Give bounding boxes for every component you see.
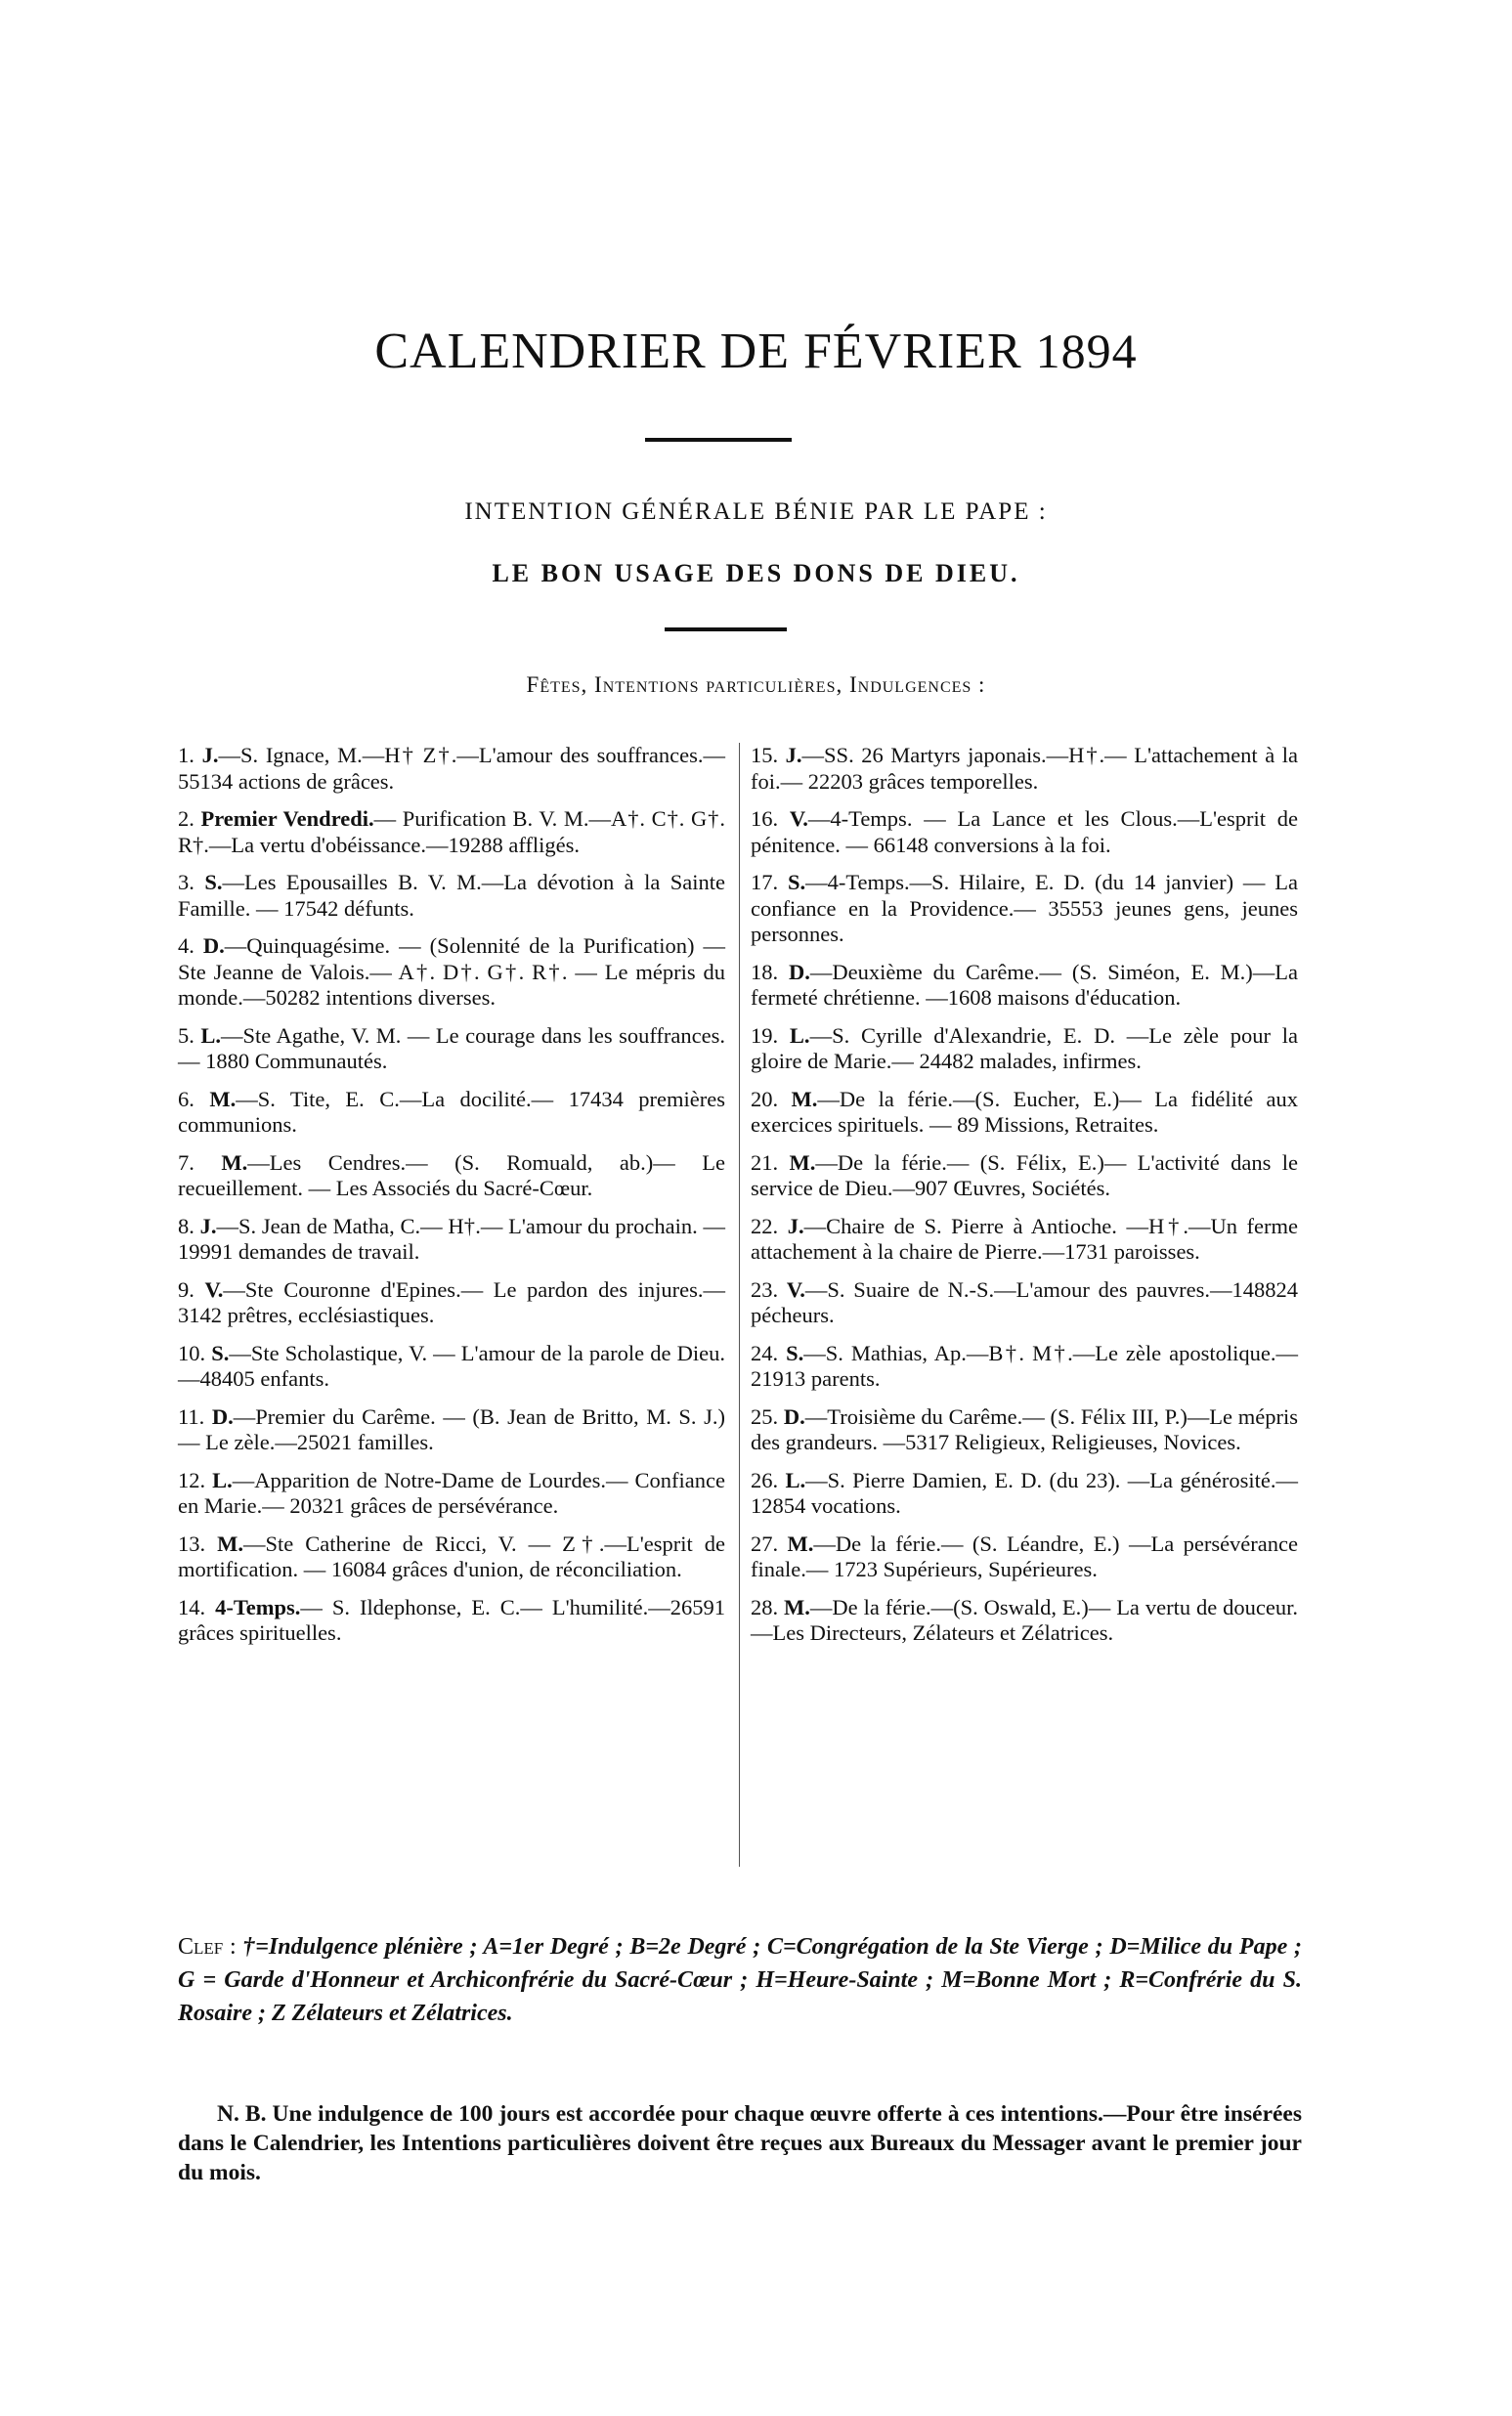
entry-date-number: 17. <box>751 870 779 894</box>
entry-date-number: 24. <box>751 1340 779 1365</box>
entry-date-number: 23. <box>751 1276 779 1302</box>
entry-date-number: 7. <box>178 1149 194 1175</box>
entry-weekday: D. <box>202 933 225 958</box>
entry-date-number: 20. <box>751 1086 779 1111</box>
entry-text: —S. Ignace, M.—H† Z†.—L'amour des souffrances.—55134 actions de grâces. <box>178 743 726 794</box>
column-divider <box>739 743 740 1867</box>
page-title <box>0 323 1512 380</box>
calendar-entry <box>751 1087 1298 1139</box>
entry-weekday: M. <box>217 1531 243 1556</box>
entry-text: —S. Tite, E. C.—La docilité.— 17434 premières communions. <box>178 1086 725 1137</box>
entry-text: —4-Temps. — La Lance et les Clous.—L'esprit de pénitence. — 66148 conversions à la foi. <box>751 806 1299 857</box>
entry-date-number: 12. <box>178 1467 206 1492</box>
calendar-entry <box>178 1214 725 1266</box>
entry-date-number: 27. <box>751 1531 779 1556</box>
entry-weekday: V. <box>786 1276 805 1302</box>
entry-weekday: J. <box>199 1213 217 1238</box>
entry-weekday: L. <box>212 1467 233 1492</box>
entry-date-number: 21. <box>751 1149 779 1175</box>
entry-text: —Les Epousailles B. V. M.—La dévotion à la Sainte Famille. — 17542 défunts. <box>178 870 726 921</box>
entry-weekday: M. <box>787 1531 814 1556</box>
entries-left-column <box>178 743 725 1659</box>
divider-rule <box>665 627 787 631</box>
section-heading: Fêtes, Intentions particulières, Indulgences : <box>526 672 986 697</box>
calendar-entry <box>178 870 725 922</box>
entry-date-number: 13. <box>178 1531 206 1556</box>
intention-label: INTENTION GÉNÉRALE BÉNIE PAR LE PAPE : <box>464 498 1048 525</box>
calendar-entry <box>751 1277 1298 1329</box>
entry-weekday: L. <box>785 1467 806 1492</box>
entry-date-number: 10. <box>178 1340 206 1365</box>
entry-weekday: S. <box>787 870 806 894</box>
calendar-entry <box>751 806 1298 858</box>
entry-date-number: 26. <box>751 1467 779 1492</box>
entry-weekday: S. <box>786 1340 804 1365</box>
entry-text: —Premier du Carême. — (B. Jean de Britto, M. S. J.) — Le zèle.—25021 familles. <box>178 1403 725 1454</box>
entry-text: —Troisième du Carême.— (S. Félix III, P.)—Le mépris des grandeurs. —5317 Religieux, Religieuses, Novices. <box>751 1403 1299 1454</box>
entry-text: —Les Cendres.— (S. Romuald, ab.)— Le recueillement. — Les Associés du Sacré-Cœur. <box>178 1149 725 1200</box>
divider-rule <box>645 438 792 442</box>
entry-text: —De la férie.— (S. Léandre, E.) —La persévérance finale.— 1723 Supérieurs, Supérieures. <box>751 1531 1298 1581</box>
calendar-entry <box>751 1404 1298 1456</box>
calendar-entry <box>751 1214 1298 1266</box>
entry-text: —Ste Couronne d'Epines.— Le pardon des injures.—3142 prêtres, ecclésiastiques. <box>178 1276 725 1327</box>
entry-text: —SS. 26 Martyrs japonais.—H†.— L'attachement à la foi.— 22203 grâces temporelles. <box>751 743 1298 794</box>
calendar-entry <box>751 960 1298 1012</box>
calendar-entry <box>751 1150 1298 1202</box>
entry-date-number: 9. <box>178 1276 194 1302</box>
entry-weekday: M. <box>789 1149 816 1175</box>
entry-date-number: 25. <box>751 1403 779 1429</box>
entry-date-number: 19. <box>751 1022 779 1048</box>
entry-date-number: 8. <box>178 1213 194 1238</box>
entry-date-number: 16. <box>751 806 779 831</box>
entry-text: —De la férie.— (S. Félix, E.)— L'activité dans le service de Dieu.—907 Œuvres, Sociétés. <box>751 1149 1299 1200</box>
entry-text: —4-Temps.—S. Hilaire, E. D. (du 14 janvier) — La confiance en la Providence.— 35553 jeunes gens, jeunes personnes. <box>751 870 1298 946</box>
entry-text: —Ste Catherine de Ricci, V. — Z†.—L'esprit de mortification. — 16084 grâces d'union, de réconciliation. <box>178 1531 725 1581</box>
entry-text: —S. Pierre Damien, E. D. (du 23). —La générosité.—12854 vocations. <box>751 1467 1298 1518</box>
entry-weekday: L. <box>789 1022 810 1048</box>
entry-text: —S. Jean de Matha, C.— H†.— L'amour du prochain. — 19991 demandes de travail. <box>178 1213 725 1264</box>
calendar-entry <box>178 1023 725 1075</box>
calendar-entry <box>751 1532 1298 1583</box>
entry-weekday: D. <box>211 1403 234 1429</box>
entry-date-number: 5. <box>178 1022 194 1048</box>
entry-date-number: 11. <box>178 1403 205 1429</box>
entry-text: —Ste Agathe, V. M. — Le courage dans les souffrances. — 1880 Communautés. <box>178 1022 725 1073</box>
entry-weekday: S. <box>204 870 223 894</box>
entry-weekday: S. <box>211 1340 230 1365</box>
entry-text: —S. Suaire de N.-S.—L'amour des pauvres.—148824 pécheurs. <box>751 1276 1298 1327</box>
entry-weekday: M. <box>791 1086 818 1111</box>
calendar-entry <box>178 1087 725 1139</box>
entry-weekday: 4-Temps. <box>215 1594 301 1619</box>
entry-text: —De la férie.—(S. Eucher, E.)— La fidélité aux exercices spirituels. — 89 Missions, Retraites. <box>751 1086 1298 1137</box>
entry-date-number: 3. <box>178 870 194 894</box>
calendar-entry <box>751 1468 1298 1520</box>
calendar-entry <box>178 1468 725 1520</box>
calendar-entry <box>178 1532 725 1583</box>
entry-date-number: 2. <box>178 806 194 831</box>
entry-date-number: 6. <box>178 1086 194 1111</box>
calendar-entry <box>751 743 1298 795</box>
entry-date-number: 15. <box>751 743 779 767</box>
calendar-entry <box>178 1150 725 1202</box>
calendar-entry <box>178 933 725 1012</box>
calendar-entry <box>751 1595 1298 1647</box>
calendar-entry <box>751 870 1298 948</box>
entry-date-number: 18. <box>751 959 779 984</box>
entry-text: —S. Cyrille d'Alexandrie, E. D. —Le zèle pour la gloire de Marie.— 24482 malades, infirmes. <box>751 1022 1299 1073</box>
entry-date-number: 28. <box>751 1594 779 1619</box>
intention-value: LE BON USAGE DES DONS DE DIEU. <box>492 559 1020 587</box>
clef-text: †=Indulgence plénière ; A=1er Degré ; B=2e Degré ; C=Congrégation de la Ste Vierge ; D=Milice du Pape ; G = Garde d'Honneur et Archiconfrérie du Sacré-Cœur ; H=Heure-Sainte ; M=Bonne Mort ; R=Confrérie du S. Rosaire ; Z Zélateurs et Zélatrices. <box>178 1934 1302 2026</box>
entry-date-number: 4. <box>178 933 194 958</box>
entry-text: —Quinquagésime. — (Solennité de la Purification) — Ste Jeanne de Valois.— A†. D†. G†. R†. — Le mépris du monde.—50282 intentions diverses. <box>178 933 725 1010</box>
entry-weekday: D. <box>783 1403 805 1429</box>
nota-bene: N. B. Une indulgence de 100 jours est accordée pour chaque œuvre offerte à ces intentions.—Pour être insérées dans le Calendrier, les Intentions particulières doivent être reçues aux Bureaux du Messager avant le premier jour du mois. <box>178 2101 1302 2185</box>
calendar-entry <box>178 1277 725 1329</box>
calendar-entry <box>751 1341 1298 1393</box>
title-text: CALENDRIER DE FÉVRIER <box>374 324 1022 379</box>
entry-text: —Chaire de S. Pierre à Antioche. —H†.—Un ferme attachement à la chaire de Pierre.—1731 paroisses. <box>751 1213 1299 1264</box>
entry-text: —Deuxième du Carême.— (S. Siméon, E. M.)—La fermeté chrétienne. —1608 maisons d'éducation. <box>751 959 1299 1010</box>
entry-weekday: M. <box>221 1149 248 1175</box>
entry-weekday: V. <box>789 806 808 831</box>
entry-weekday: M. <box>209 1086 237 1111</box>
clef-label: Clef : <box>178 1934 237 1960</box>
calendar-entry <box>178 1595 725 1647</box>
entry-weekday: J. <box>201 743 219 767</box>
calendar-entry <box>178 1341 725 1393</box>
entry-weekday: J. <box>785 743 802 767</box>
calendar-entry <box>178 806 725 858</box>
entries-right-column <box>751 743 1298 1659</box>
entry-date-number: 1. <box>178 743 194 767</box>
entry-weekday: V. <box>204 1276 224 1302</box>
entry-text: — S. Ildephonse, E. C.— L'humilité.—26591 grâces spirituelles. <box>178 1594 725 1645</box>
entry-text: — Purification B. V. M.—A†. C†. G†. R†.—La vertu d'obéissance.—19288 affligés. <box>178 806 726 857</box>
calendar-entry <box>178 1404 725 1456</box>
entry-date-number: 22. <box>751 1213 779 1238</box>
title-year: 1894 <box>1035 324 1138 378</box>
entry-weekday: D. <box>788 959 810 984</box>
entry-text: —Apparition de Notre-Dame de Lourdes.— Confiance en Marie.— 20321 grâces de persévérance. <box>178 1467 726 1518</box>
entry-text: —S. Mathias, Ap.—B†. M†.—Le zèle apostolique.—21913 parents. <box>751 1340 1299 1391</box>
calendar-entry <box>178 743 725 795</box>
entry-weekday: L. <box>200 1022 222 1048</box>
entry-text: —De la férie.—(S. Oswald, E.)— La vertu de douceur.—Les Directeurs, Zélateurs et Zélatrices. <box>751 1594 1298 1645</box>
entry-weekday: M. <box>784 1594 810 1619</box>
clef-legend <box>178 1930 1302 2030</box>
entry-date-number: 14. <box>178 1594 206 1619</box>
entry-text: —Ste Scholastique, V. — L'amour de la parole de Dieu.—48405 enfants. <box>178 1340 725 1391</box>
entry-weekday: J. <box>787 1213 804 1238</box>
entry-weekday: Premier Vendredi. <box>200 806 374 831</box>
calendar-entry <box>751 1023 1298 1075</box>
